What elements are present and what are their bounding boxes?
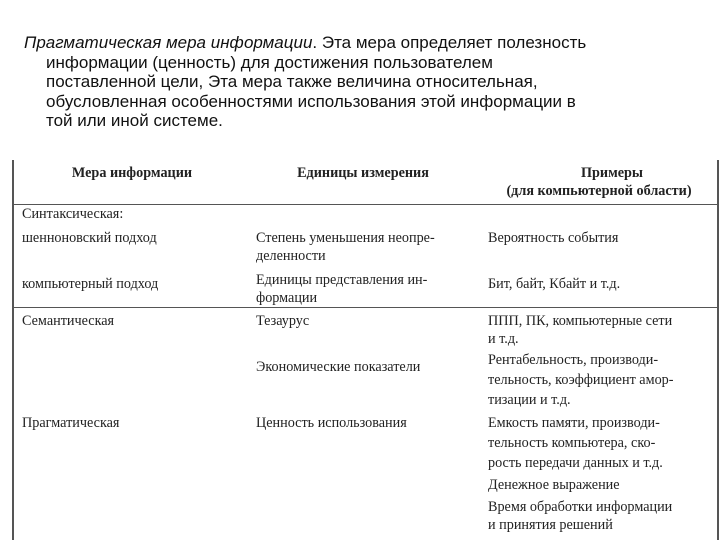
computer-example: Бит, байт, Кбайт и т.д. [488,276,621,292]
pragmatic-example-1: Емкость памяти, производи- [488,415,660,431]
row-semantic: Семантическая [22,313,115,329]
economic-example-1: Рентабельность, производи- [488,352,659,368]
table-left-border [12,160,14,540]
row-computer: компьютерный подход [22,276,159,292]
intro-line-3: поставленной цели, Эта мера также величина относительная, [46,72,538,91]
intro-line-2: информации (ценность) для достижения пользователем [46,52,493,72]
computer-unit-1: Единицы представления ин- [256,272,428,288]
value-unit: Ценность использования [256,415,407,431]
pragmatic-example-2: тельность компьютера, ско- [488,435,656,451]
header-examples-sub: (для компьютерной области) [506,183,692,199]
row-pragmatic: Прагматическая [22,415,120,431]
thesaurus-unit: Тезаурус [256,313,310,329]
intro-paragraph [24,33,708,131]
shannon-example: Вероятность события [488,230,619,246]
pragmatic-example-3: рость передачи данных и т.д. [488,455,663,471]
header-measure: Мера информации [71,165,193,181]
intro-term: Прагматическая мера информации [24,33,313,52]
time-example-2: и принятия решений [488,517,613,533]
economic-example-3: тизации и т.д. [488,392,571,408]
table-section-rule [12,307,718,308]
money-example: Денежное выражение [488,477,620,493]
intro-line-5: той или иной системе. [46,111,223,130]
shannon-unit-1: Степень уменьшения неопре- [256,230,435,246]
time-example-1: Время обработки информации [488,499,673,515]
row-syntactic: Синтаксическая: [22,206,124,222]
row-shannon: шенноновский подход [22,230,157,246]
intro-line1-rest: . Эта мера определяет полезность [312,33,587,52]
information-measures-table [12,160,720,540]
economic-unit: Экономические показатели [256,359,421,375]
shannon-unit-2: деленности [256,248,326,264]
computer-unit-2: формации [256,290,318,306]
semantic-example-2: и т.д. [488,331,519,347]
economic-example-2: тельность, коэффициент амор- [488,372,674,388]
header-examples: Примеры [580,165,644,181]
header-units: Единицы измерения [297,165,429,181]
table-right-border [717,160,719,540]
semantic-example-1: ППП, ПК, компьютерные сети [488,313,673,329]
intro-line-4: обусловленная особенностями использования этой информации в [46,91,576,111]
